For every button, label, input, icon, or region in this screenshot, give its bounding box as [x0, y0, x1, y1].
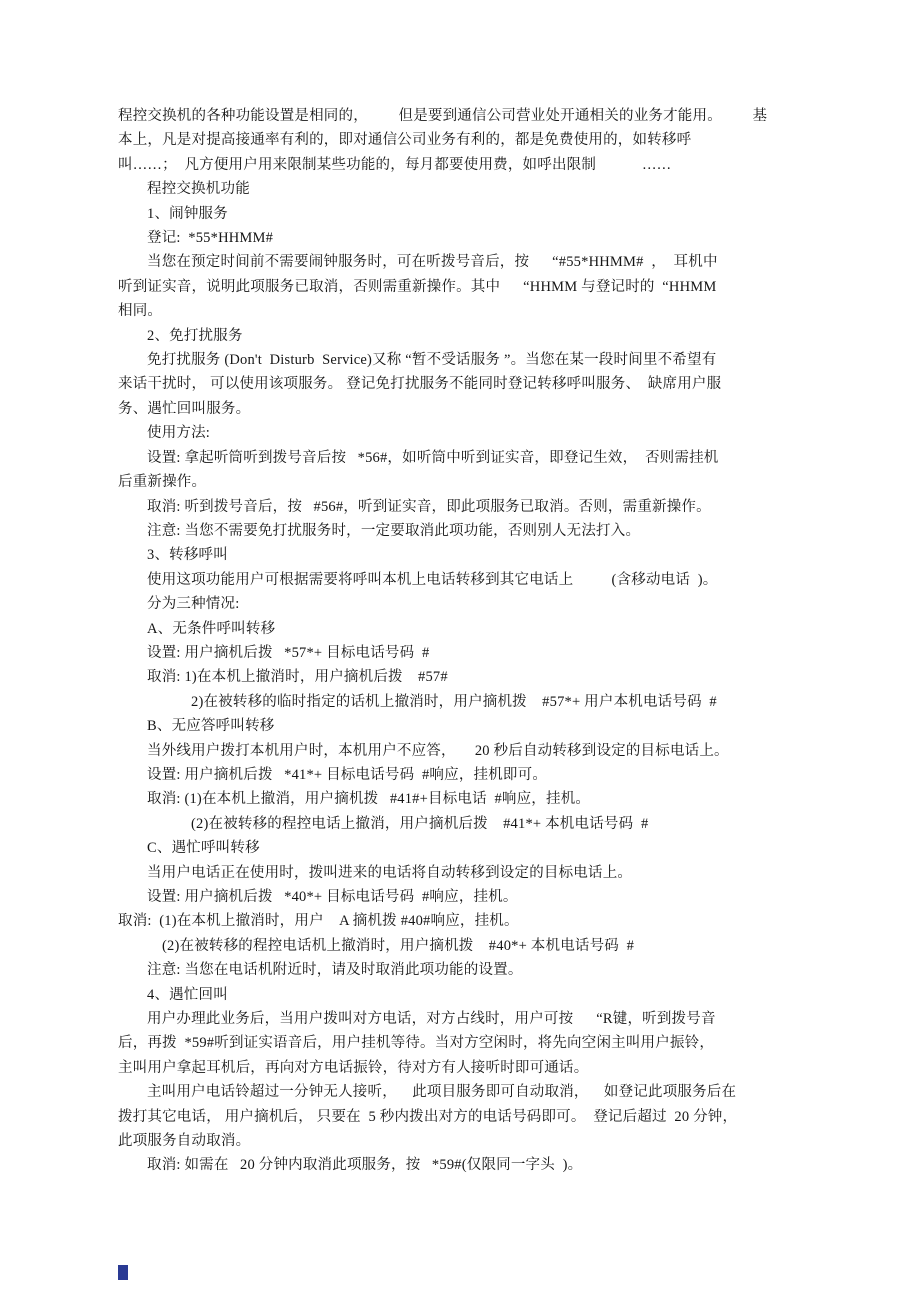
document-line: 当外线用户拨打本机用户时，本机用户不应答， 20 秒后自动转移到设定的目标电话上。 — [147, 742, 729, 759]
document-line: 听到证实音，说明此项服务已取消，否则需重新操作。其中 “HHMM 与登记时的 “HHMM — [118, 278, 717, 295]
document-line: A、无条件呼叫转移 — [147, 620, 276, 637]
document-line: 2)在被转移的临时指定的话机上撤消时，用户摘机拨 #57*+ 用户本机电话号码 # — [191, 693, 717, 710]
document-line: 取消: 听到拨号音后，按 #56#，听到证实音，即此项服务已取消。否则，需重新操作。 — [147, 498, 711, 515]
document-line: 后重新操作。 — [118, 474, 207, 491]
document-line: 取消: (1)在本机上撤消时，用户 A 摘机拨 #40#响应，挂机。 — [118, 913, 519, 930]
document-line: 本上，凡是对提高接通率有利的，即对通信公司业务有利的，都是免费使用的，如转移呼 — [118, 132, 692, 149]
document-line: 主叫用户电话铃超过一分钟无人接听， 此项目服务即可自动取消， 如登记此项服务后在 — [147, 1084, 737, 1101]
document-line: 使用方法: — [147, 425, 211, 442]
document-line: 1、闹钟服务 — [147, 205, 228, 222]
document-line: 设置: 用户摘机后拨 *57*+ 目标电话号码 # — [147, 644, 430, 661]
document-line: 相同。 — [118, 303, 163, 320]
document-line: 取消: 如需在 20 分钟内取消此项服务，按 *59#(仅限同一字头 )。 — [147, 1157, 583, 1174]
document-line: 取消: (1)在本机上撤消，用户摘机拨 #41#+目标电话 #响应，挂机。 — [147, 791, 591, 808]
document-line: 用户办理此业务后，当用户拨叫对方电话，对方占线时，用户可按 “R键，听到拨号音 — [147, 1011, 716, 1028]
document-line: 务、遇忙回叫服务。 — [118, 400, 251, 417]
page-corner-marker — [118, 1265, 128, 1280]
document-line: B、无应答呼叫转移 — [147, 718, 275, 735]
document-line: 注意: 当您在电话机附近时，请及时取消此项功能的设置。 — [147, 962, 523, 979]
document-line: (2)在被转移的程控电话上撤消，用户摘机后拨 #41*+ 本机电话号码 # — [191, 815, 649, 832]
document-line: 登记: *55*HHMM# — [147, 230, 274, 247]
document-line: 2、免打扰服务 — [147, 327, 243, 344]
document-line: 注意: 当您不需要免打扰服务时，一定要取消此项功能，否则别人无法打入。 — [147, 522, 641, 539]
document-line: 取消: 1)在本机上撤消时，用户摘机后拨 #57# — [147, 669, 448, 686]
document-line: 设置: 拿起听筒听到拨号音后按 *56#，如听筒中听到证实音，即登记生效， 否则需挂机 — [147, 449, 719, 466]
document-line: 免打扰服务 (Don't Disturb Service)又称 “暂不受话服务 ”。当您在某一段时间里不希望有 — [147, 352, 717, 369]
document-body — [118, 104, 808, 1178]
document-line: 程控交换机功能 — [147, 181, 250, 198]
document-line: 设置: 用户摘机后拨 *41*+ 目标电话号码 #响应，挂机即可。 — [147, 766, 548, 783]
document-line: C、遇忙呼叫转移 — [147, 840, 260, 857]
document-line: 叫……； 凡方便用户用来限制某些功能的，每月都要使用费，如呼出限制 …… — [118, 156, 672, 173]
document-line: 设置: 用户摘机后拨 *40*+ 目标电话号码 #响应，挂机。 — [147, 889, 518, 905]
document-line: 主叫用户拿起耳机后，再向对方电话振铃，待对方有人接听时即可通话。 — [118, 1059, 589, 1076]
document-line: (2)在被转移的程控电话机上撤消时，用户摘机拨 #40*+ 本机电话号码 # — [162, 937, 635, 954]
document-line: 此项服务自动取消。 — [118, 1133, 251, 1150]
document-line: 后，再拨 *59#听到证实语音后，用户挂机等待。当对方空闲时，将先向空闲主叫用户振铃， — [118, 1035, 715, 1052]
document-line: 当用户电话正在使用时，拨叫进来的电话将自动转移到设定的目标电话上。 — [147, 864, 633, 881]
document-line: 来话干扰时， 可以使用该项服务。 登记免打扰服务不能同时登记转移呼叫服务、 缺席用户服 — [118, 376, 722, 393]
document-line: 程控交换机的各种功能设置是相同的， 但是要到通信公司营业处开通相关的业务才能用。 基 — [118, 108, 768, 124]
document-line: 3、转移呼叫 — [147, 547, 228, 564]
document-line: 分为三种情况: — [147, 596, 240, 613]
document-line: 4、遇忙回叫 — [147, 986, 228, 1003]
document-line: 当您在预定时间前不需要闹钟服务时，可在听拨号音后，按 “#55*HHMM# ， 耳机中 — [147, 254, 718, 271]
document-line: 使用这项功能用户可根据需要将呼叫本机上电话转移到其它电话上 (含移动电话 )。 — [147, 571, 718, 588]
document-line: 拨打其它电话， 用户摘机后， 只要在 5 秒内拨出对方的电话号码即可。 登记后超过 20 分钟， — [118, 1108, 738, 1125]
